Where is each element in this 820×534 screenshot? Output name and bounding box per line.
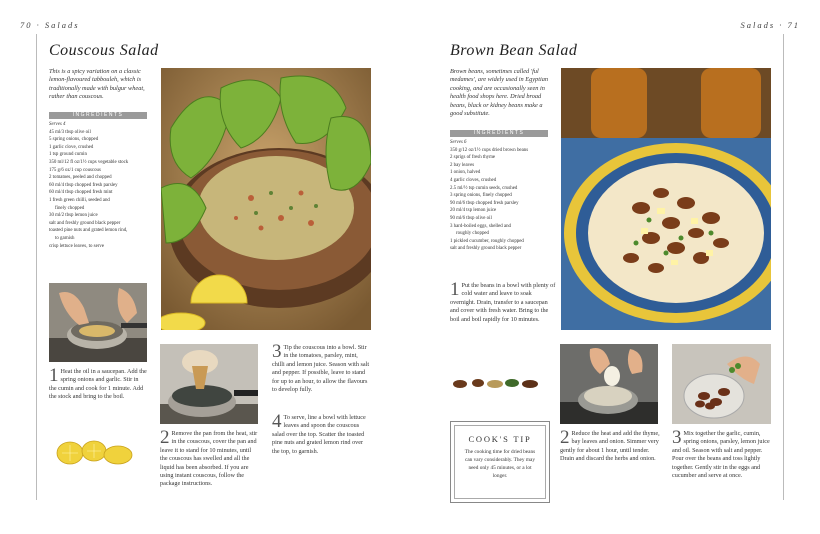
step2-photo: [560, 344, 658, 424]
step-1: [450, 279, 556, 324]
ingredient-item: 30 ml/2 tbsp lemon juice: [49, 213, 98, 219]
cooks-tip-box: [450, 421, 550, 503]
step-text: Reduce the heat and add the thyme, bay leaves and onion. Simmer very gently for about 1 hour, until tender. Drain and discard the herbs and onion.: [560, 430, 660, 463]
step3-photo: [672, 344, 771, 424]
ingredient-item: 90 ml/6 tbsp olive oil: [450, 215, 492, 221]
step-text: Heat the oil in a saucepan. Add the spring onions and garlic. Stir in the cumin and cook for 1 minute. Add the stock and bring to the boil.: [49, 368, 147, 401]
ingredient-item: 3 hard-boiled eggs, shelled and: [450, 223, 511, 229]
ingredient-item: salt and freshly ground black pepper: [49, 220, 121, 226]
serves-label: Serves 6: [450, 140, 467, 145]
right-page: [410, 0, 820, 534]
ingredient-item: 3 spring onions, finely chopped: [450, 193, 512, 199]
step-number: 1: [49, 365, 59, 386]
ingredient-item: 5 spring onions, chopped: [49, 137, 99, 143]
step-number: 2: [560, 427, 570, 448]
page-folio: 70 · Salads: [20, 20, 80, 30]
recipe-title: Couscous Salad: [49, 42, 159, 59]
ingredient-item: 2.5 ml/½ tsp cumin seeds, crushed: [450, 185, 518, 191]
step-4: [272, 411, 370, 456]
lemon-decoration: [52, 435, 140, 469]
ingredient-item: 2 bay leaves: [450, 162, 475, 168]
ingredient-item: 20 ml/4 tsp lemon juice: [450, 208, 497, 214]
step-3: [272, 341, 370, 394]
step-2: [560, 427, 660, 464]
step-number: 3: [672, 427, 682, 448]
cooks-tip-title: COOK'S TIP: [468, 434, 532, 444]
margin-rule: [783, 34, 784, 500]
step-number: 4: [272, 411, 282, 432]
ingredient-item: crisp lettuce leaves, to serve: [49, 243, 104, 249]
ingredient-item: 1 tsp ground cumin: [49, 152, 87, 158]
ingredient-item: roughly chopped: [456, 231, 490, 237]
step-1: [49, 365, 147, 402]
ingredient-item: 60 ml/4 tbsp chopped fresh parsley: [49, 182, 118, 188]
ingredients-heading: INGREDIENTS: [49, 112, 147, 119]
brown-bean-salad-photo: [561, 68, 771, 330]
ingredient-item: 1 pickled cucumber, roughly chopped: [450, 238, 524, 244]
ingredients-list: [450, 139, 560, 253]
step-3: [672, 427, 772, 480]
step-number: 2: [160, 427, 170, 448]
step-number: 1: [450, 279, 460, 300]
margin-rule: [36, 34, 37, 500]
ingredient-item: 90 ml/6 tbsp chopped fresh parsley: [450, 200, 519, 206]
step-text: Tip the couscous into a bowl. Stir in the tomatoes, parsley, mint, chilli and lemon juice. Season with salt and pepper. If possible, leave to stand for up to an hour, to allow the flavours to develop fully.: [272, 344, 370, 394]
recipe-title: Brown Bean Salad: [450, 42, 578, 59]
ingredients-heading: INGREDIENTS: [450, 130, 548, 137]
ingredient-item: 60 ml/4 tbsp chopped fresh mint: [49, 190, 113, 196]
ingredient-item: to garnish: [55, 235, 75, 241]
recipe-intro: Brown beans, sometimes called 'ful medames', are widely used in Egyptian cooking, and are occasionally seen in health food shops here. Dried broad beans, black or kidney beans make a good substitute.: [450, 68, 548, 118]
step-text: Put the beans in a bowl with plenty of cold water and leave to soak overnight. Drain, transfer to a saucepan and cover with fresh water. Bring to the boil and boil rapidly for 10 minutes.: [450, 282, 556, 323]
ingredient-item: 45 ml/3 tbsp olive oil: [49, 129, 91, 135]
step-number: 3: [272, 341, 282, 362]
page-folio: Salads · 71: [740, 20, 800, 30]
ingredient-item: 350 ml/12 fl oz/1½ cups vegetable stock: [49, 159, 129, 165]
recipe-intro: This is a spicy variation on a classic lemon-flavoured tabbouleh, which is traditionally made with bulgur wheat, rather than couscous.: [49, 68, 145, 101]
step-text: Mix together the garlic, cumin, spring onions, parsley, lemon juice and oil. Season with salt and pepper. Pour over the beans and toss lightly together. Gently stir in the eggs and cucumber and serve at once.: [672, 430, 770, 480]
ingredients-list: [49, 121, 153, 250]
ingredient-item: 4 garlic cloves, crushed: [450, 177, 497, 183]
ingredient-item: 2 tomatoes, peeled and chopped: [49, 175, 112, 181]
ingredient-item: toasted pine nuts and grated lemon rind,: [49, 228, 128, 234]
serves-label: Serves 4: [49, 122, 66, 127]
ingredient-item: 2 sprigs of fresh thyme: [450, 155, 496, 161]
ingredient-item: 1 garlic clove, crushed: [49, 144, 94, 150]
step-text: To serve, line a bowl with lettuce leaves and spoon the couscous salad over the top. Scatter the toasted pine nuts and grated lemon rind over the top, to garnish.: [272, 414, 366, 455]
couscous-salad-photo: [161, 68, 371, 330]
step-text: Remove the pan from the heat, stir in the couscous, cover the pan and leave it to stand for 10 minutes, until the couscous has swelled and all the liquid has been absorbed. If you are using instant couscous, follow the package instructions.: [160, 430, 258, 488]
step2-photo: [160, 344, 258, 424]
cooks-tip-text: The cooking time for dried beans can vary considerably. They may need only 45 minutes, or a lot longer.: [464, 449, 536, 479]
step1-photo: [49, 283, 147, 362]
beans-spices-decoration: [450, 374, 545, 392]
ingredient-item: 1 onion, halved: [450, 170, 481, 176]
step-2: [160, 427, 260, 489]
ingredient-item: salt and freshly ground black pepper: [450, 246, 522, 252]
ingredient-item: finely chopped: [55, 205, 85, 211]
ingredient-item: 1 fresh green chilli, seeded and: [49, 197, 110, 203]
cooks-tip-inner: [454, 425, 546, 499]
ingredient-item: 350 g/12 oz/1½ cups dried brown beans: [450, 147, 529, 153]
ingredient-item: 175 g/6 oz/1 cup couscous: [49, 167, 101, 173]
